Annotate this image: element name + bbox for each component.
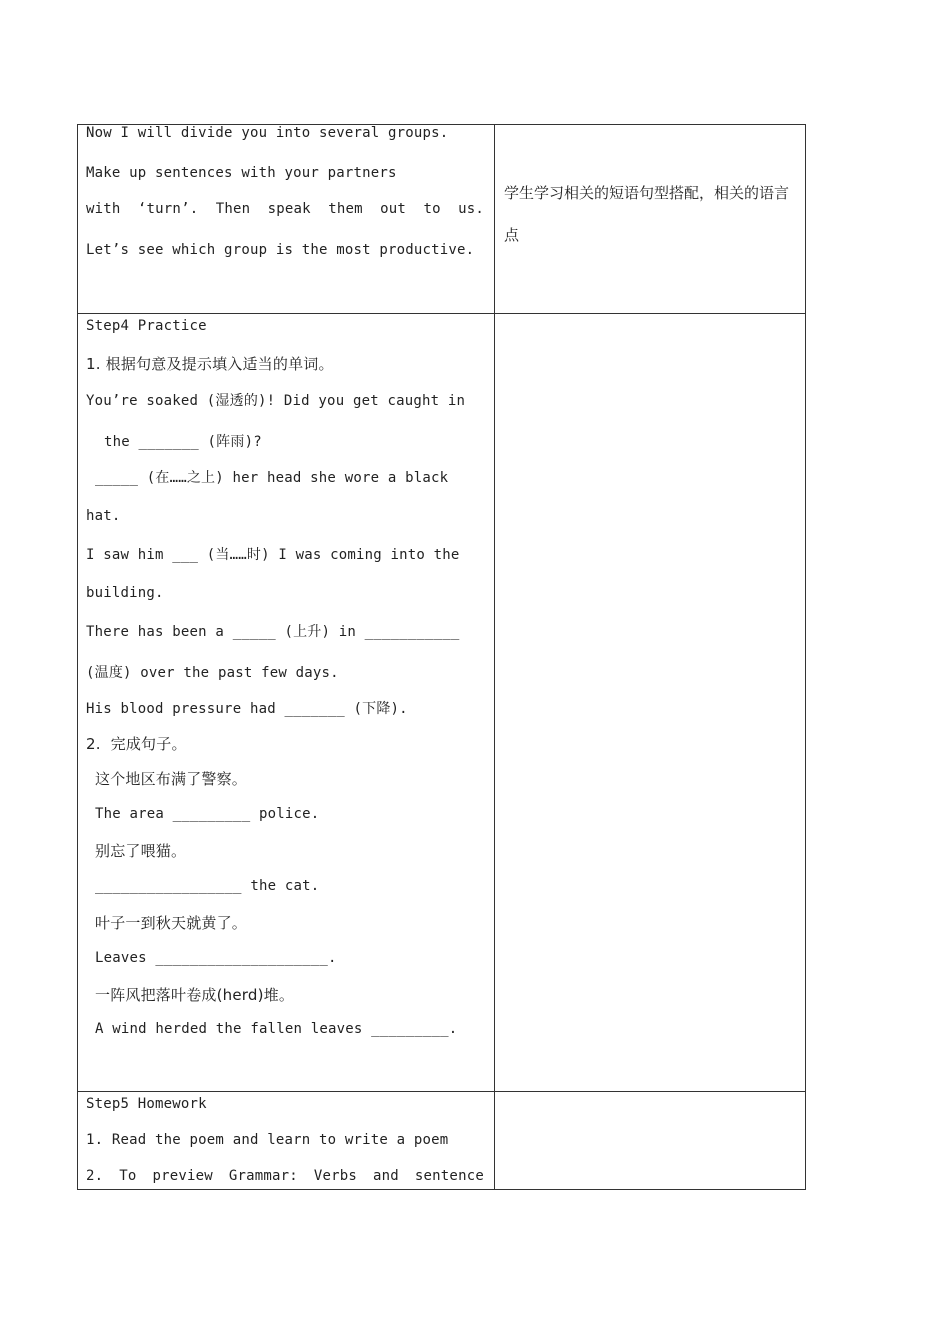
homework-line-justified: 2. To preview Grammar: Verbs and sentence <box>86 1168 484 1184</box>
exercise-line-chinese: 别忘了喂猫。 <box>95 842 187 860</box>
exercise-line-chinese: 叶子一到秋天就黄了。 <box>95 914 248 932</box>
teaching-note: 学生学习相关的短语句型搭配，相关的语言点 <box>504 184 790 244</box>
exercise-line: A wind herded the fallen leaves _________. <box>95 1021 458 1037</box>
exercise-line: (温度) over the past few days. <box>86 665 339 681</box>
empty-note-cell <box>495 1092 806 1190</box>
step-title: Step4 Practice <box>86 318 207 334</box>
activity-line: Let’s see which group is the most productive. <box>86 242 475 258</box>
step-title: Step5 Homework <box>86 1096 207 1112</box>
exercise-line: building. <box>86 585 164 601</box>
exercise-line: I saw him ___ (当……时) I was coming into the <box>86 547 460 563</box>
activity-line: Now I will divide you into several groups. <box>86 125 449 141</box>
activity-line-justified: with ‘turn’. Then speak them out to us. <box>86 201 484 217</box>
lesson-plan-table <box>77 124 806 1190</box>
activity-line: Make up sentences with your partners <box>86 165 397 181</box>
exercise-heading: 1. 根据句意及提示填入适当的单词。 <box>86 355 334 373</box>
exercise-line: _____ (在……之上) her head she wore a black <box>95 470 449 486</box>
exercise-line: _________________ the cat. <box>95 878 320 894</box>
homework-line: 1. Read the poem and learn to write a poem <box>86 1132 449 1148</box>
exercise-line-chinese: 一阵风把落叶卷成(herd)堆。 <box>95 986 295 1004</box>
exercise-line: Leaves ____________________. <box>95 950 337 966</box>
note-cell <box>495 125 806 314</box>
practice-cell <box>78 314 495 1092</box>
homework-cell <box>78 1092 495 1190</box>
exercise-line: You’re soaked (湿透的)! Did you get caught in <box>86 393 466 409</box>
exercise-line: The area _________ police. <box>95 806 320 822</box>
exercise-line-chinese: 这个地区布满了警察。 <box>95 770 248 788</box>
exercise-line: His blood pressure had _______ (下降). <box>86 701 408 717</box>
empty-note-cell <box>495 314 806 1092</box>
exercise-line: There has been a _____ (上升) in ___________ <box>86 624 460 640</box>
exercise-heading: 2. 完成句子。 <box>86 735 187 753</box>
exercise-line: the _______ (阵雨)? <box>104 434 262 450</box>
activity-cell <box>78 125 495 314</box>
table-row-groups <box>78 125 806 314</box>
exercise-line: hat. <box>86 508 121 524</box>
table-row-homework <box>78 1092 806 1190</box>
table-row-practice <box>78 314 806 1092</box>
